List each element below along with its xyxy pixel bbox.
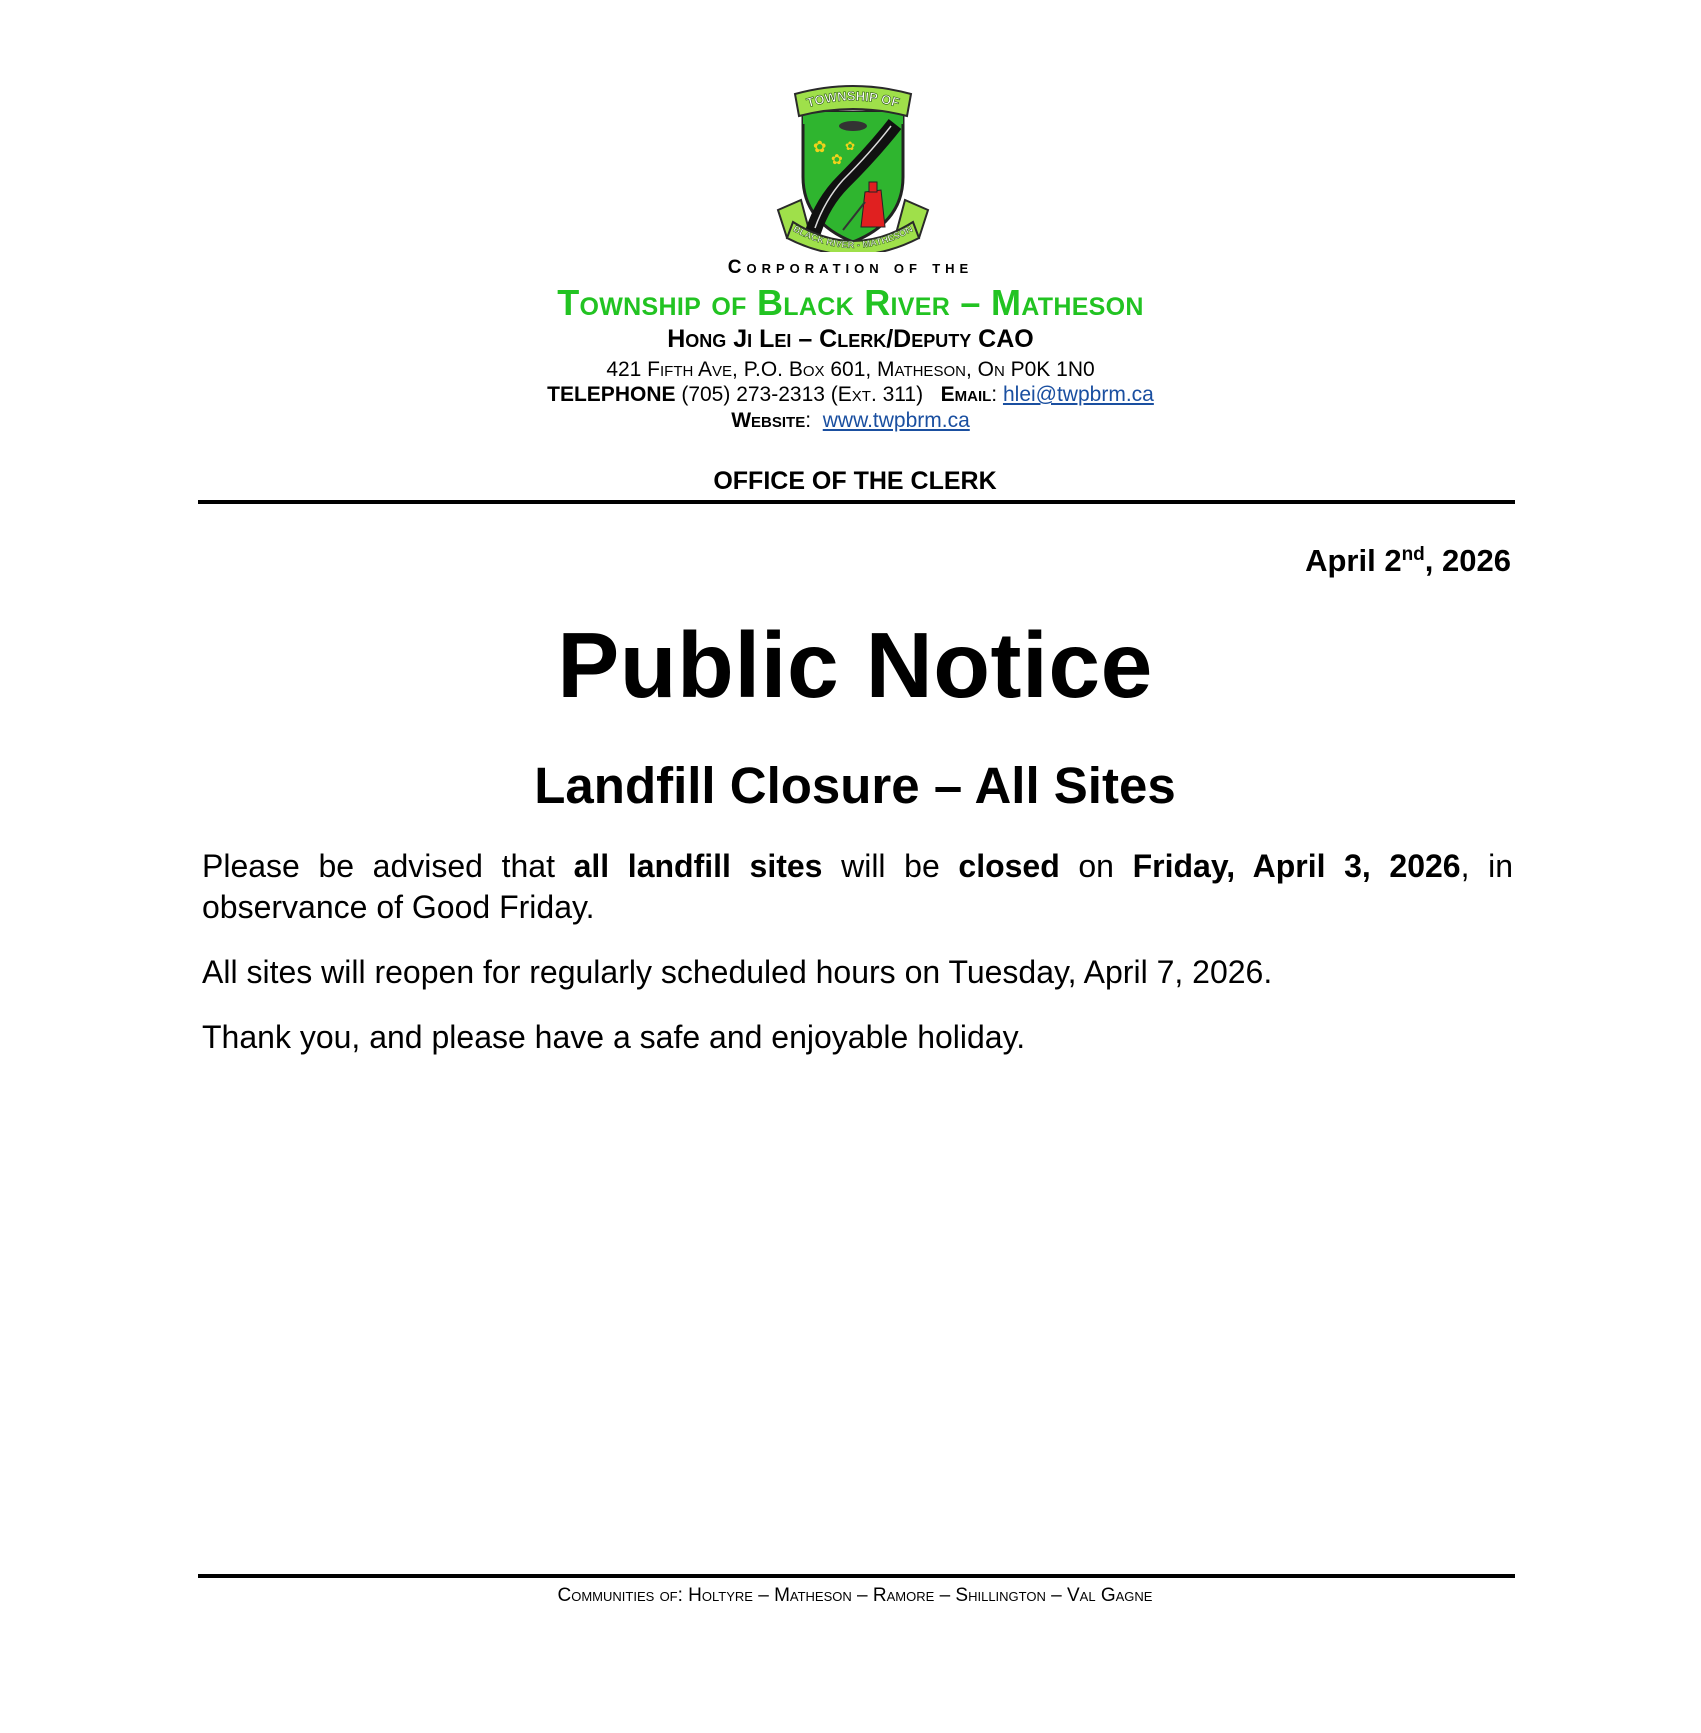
notice-subtitle: Landfill Closure – All Sites	[534, 757, 1176, 814]
email-label: Email	[940, 383, 992, 406]
header-divider	[198, 500, 1515, 504]
p1-text-4: , in observance of Good Friday.	[202, 848, 1514, 925]
telephone-close: )	[916, 383, 924, 406]
p1-bold-closed: closed	[958, 848, 1060, 884]
contact-line: TELEPHONE (705) 273-2313 (Ext. 311) Email: hlei@twpbrm.ca	[547, 383, 1154, 406]
paragraph-reopen: All sites will reopen for regularly scheduled hours on Tuesday, April 7, 2026.	[202, 954, 1273, 990]
footer-communities: Communities of: Holtyre – Matheson – Ramore – Shillington – Val Gagne	[557, 1585, 1153, 1606]
corporation-line: Corporation of the	[727, 257, 974, 278]
p1-text-3: on	[1059, 848, 1133, 884]
notice-date	[1305, 543, 1511, 579]
p1-bold-sites: all landfill sites	[573, 848, 823, 884]
township-name: Township of Black River – Matheson	[557, 282, 1144, 323]
website-link[interactable]: www.twpbrm.ca	[822, 409, 970, 432]
crest-top-text: TOWNSHIP OF	[804, 88, 902, 111]
p1-text-1: Please be advised that	[202, 848, 574, 884]
township-crest-logo	[773, 82, 933, 252]
telephone-number: (705) 273-2313 (	[675, 383, 838, 406]
crest-bottom-text: BLACK RIVER - MATHESON	[791, 223, 915, 252]
website-line: Website: www.twpbrm.ca	[731, 409, 970, 432]
paragraph-thanks: Thank you, and please have a safe and enjoyable holiday.	[202, 1019, 1026, 1055]
clerk-line: Hong Ji Lei – Clerk/Deputy CAO	[667, 325, 1034, 353]
paragraph-closure	[202, 846, 1513, 928]
p1-text-2: will be	[822, 848, 959, 884]
footer-divider	[198, 1574, 1515, 1578]
notice-title: Public Notice	[557, 613, 1153, 717]
date-ordinal-suffix: nd	[1401, 544, 1425, 565]
address-line: 421 Fifth Ave, P.O. Box 601, Matheson, On P0K 1N0	[606, 358, 1095, 381]
office-heading: OFFICE OF THE CLERK	[713, 467, 997, 495]
date-prefix: April 2	[1305, 543, 1402, 578]
svg-text:✿: ✿	[845, 139, 856, 153]
p1-bold-date: Friday, April 3, 2026	[1132, 848, 1461, 884]
telephone-label: TELEPHONE	[547, 383, 676, 406]
telephone-extension: Ext. 311	[837, 383, 917, 406]
svg-text:✿: ✿	[831, 151, 843, 167]
date-year: , 2026	[1424, 543, 1511, 578]
svg-text:✿: ✿	[813, 139, 827, 156]
email-link[interactable]: hlei@twpbrm.ca	[1002, 383, 1154, 406]
website-label: Website	[731, 409, 806, 432]
